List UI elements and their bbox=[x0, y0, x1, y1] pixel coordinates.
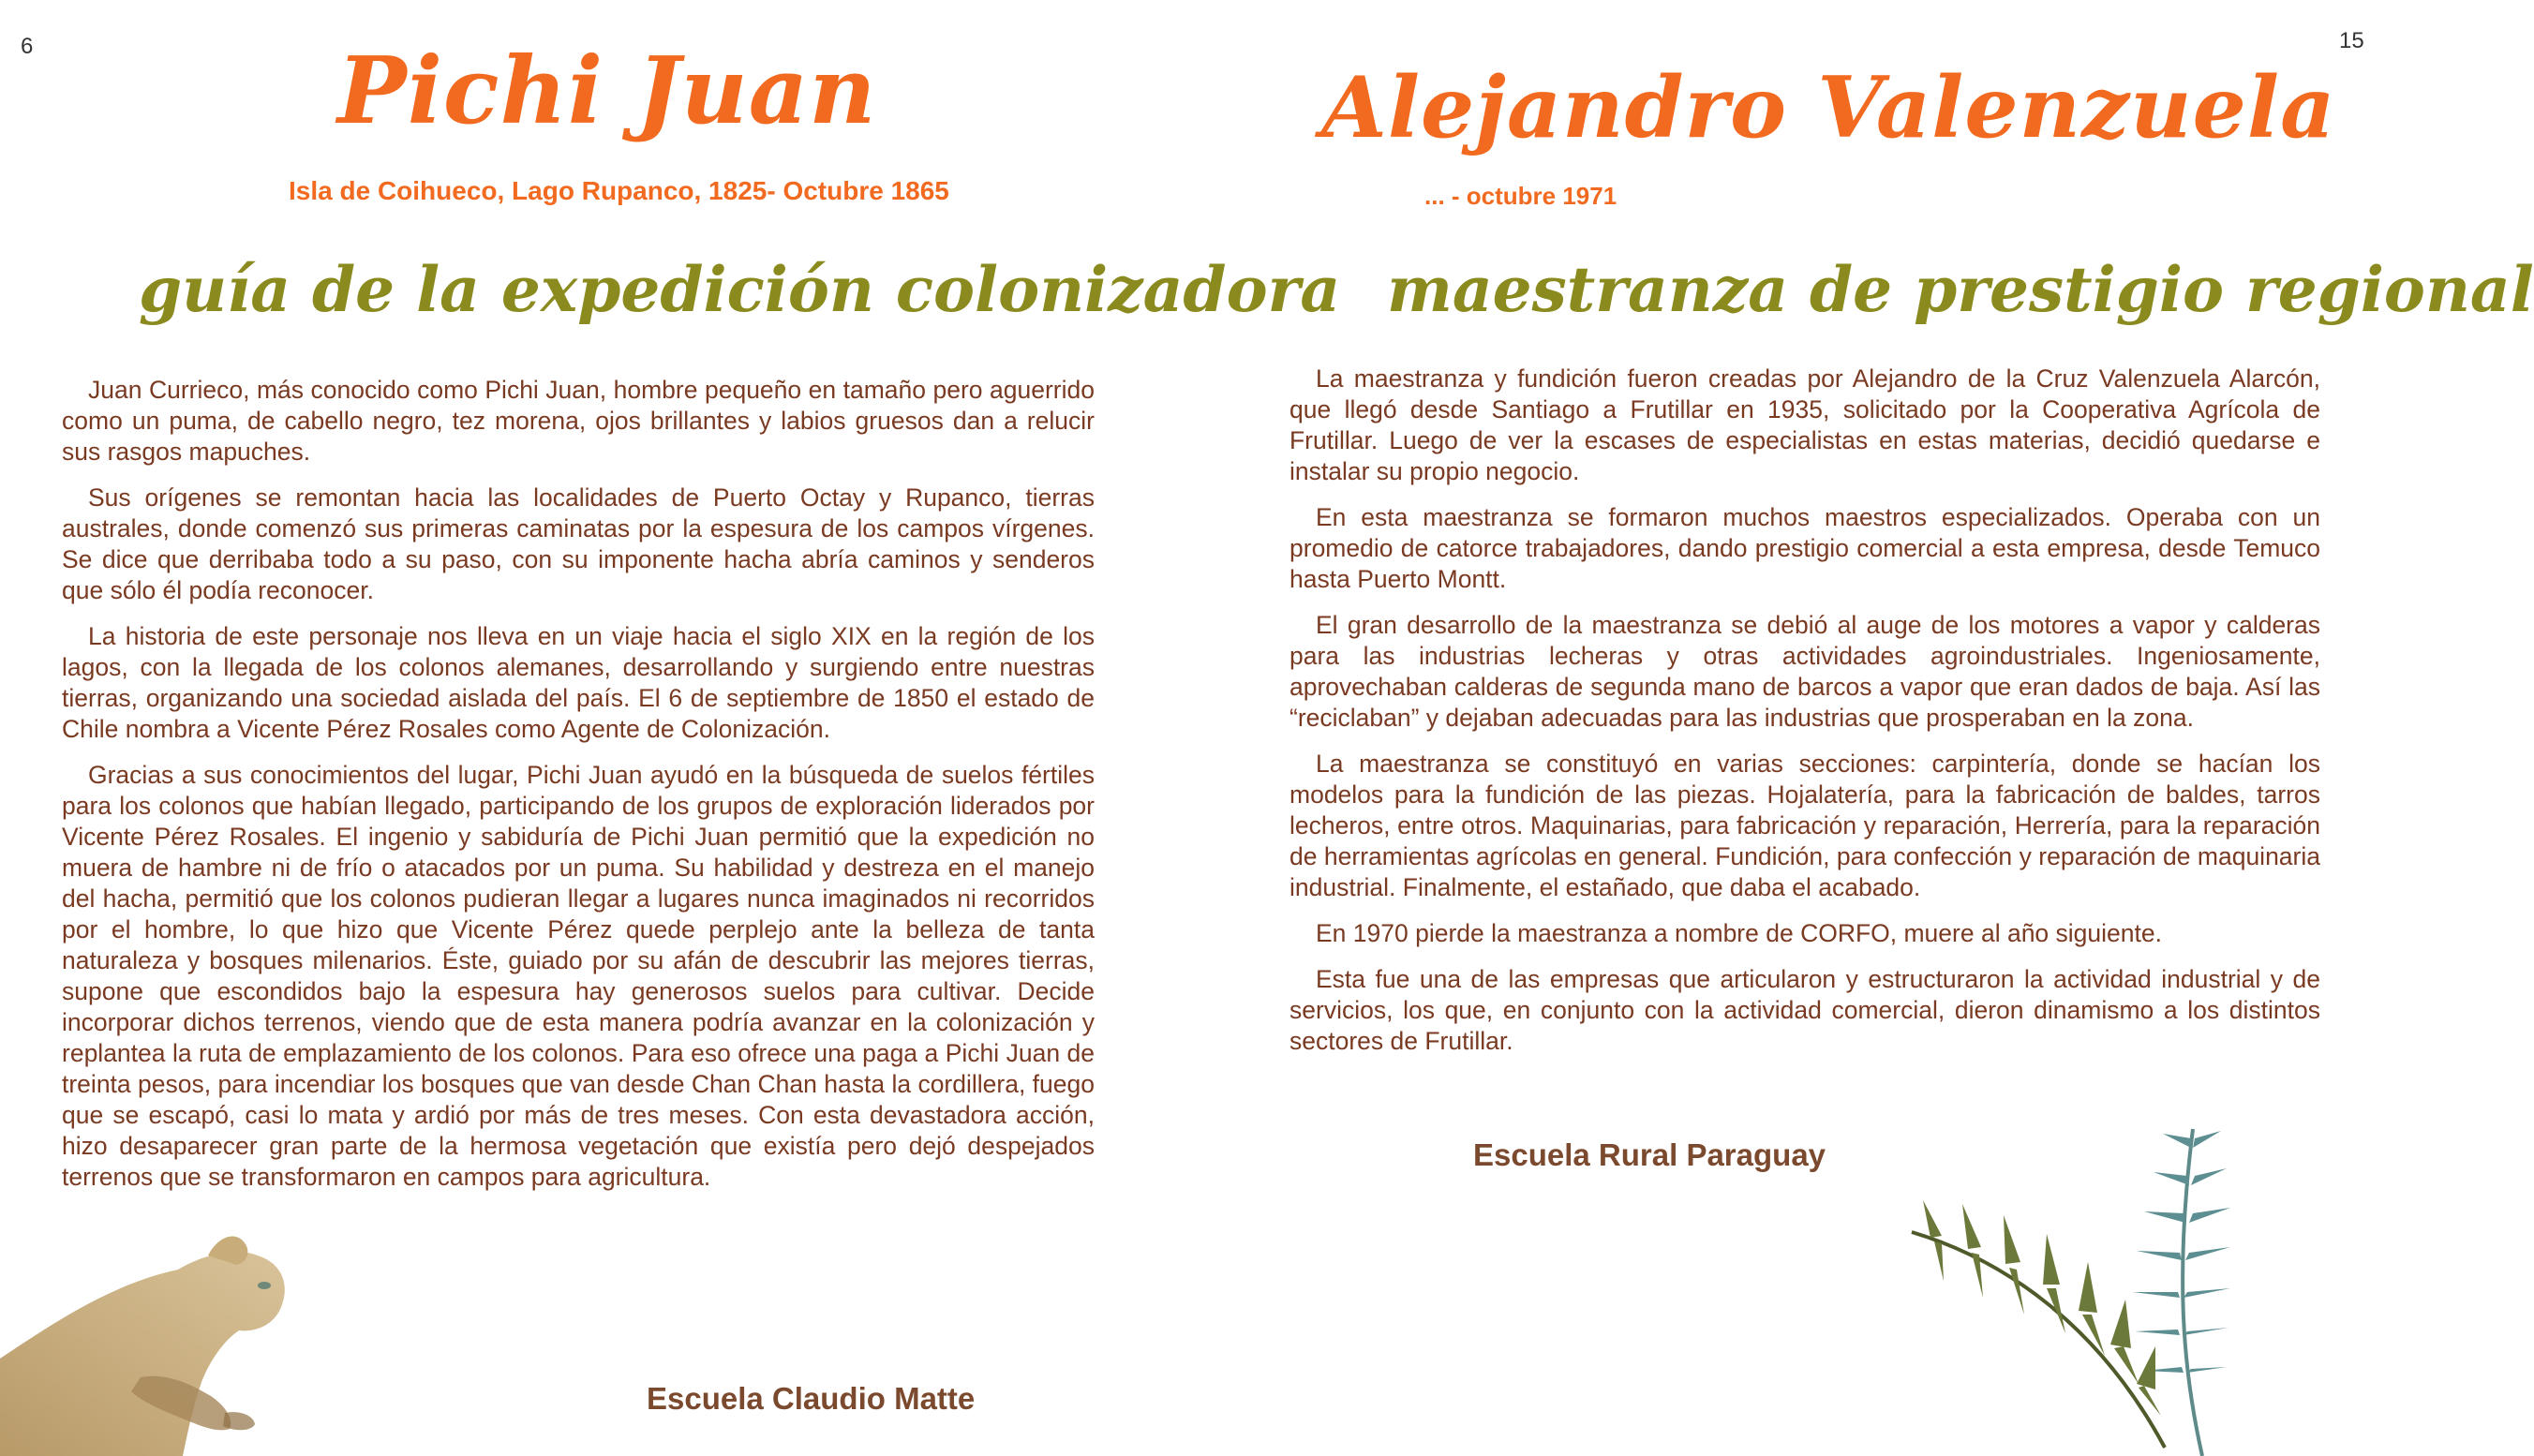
school-credit: Escuela Rural Paraguay bbox=[1473, 1137, 1826, 1172]
page-title: Alejandro Valenzuela bbox=[1321, 58, 2336, 157]
paragraph: El gran desarrollo de la maestranza se debió al auge de los motores a vapor y calderas para las industrias lecheras y otras actividades agroindustriales. Ingeniosamente, aprovechaban calderas de segunda mano de barcos a vapor que eran dados de baja. Así las “reciclaban” y dejaban adecuadas para las industrias que prosperaban en la zona. bbox=[1289, 611, 2320, 732]
paragraph: Sus orígenes se remontan hacia las localidades de Puerto Octay y Rupanco, tierras australes, donde comenzó sus primeras caminatas por la espesura de los campos vírgenes. Se dice que derribaba todo a su paso, con su imponente hacha abría caminos y senderos que sólo él podía reconocer. bbox=[62, 483, 1095, 604]
school-credit: Escuela Claudio Matte bbox=[647, 1381, 976, 1416]
section-subtitle: maestranza de prestigio regional bbox=[1387, 253, 2534, 326]
page-title: Pichi Juan bbox=[337, 37, 877, 145]
article-body bbox=[1289, 364, 2320, 1072]
right-page bbox=[1200, 0, 2534, 1456]
paragraph: La maestranza se constituyó en varias secciones: carpintería, donde se hacían los modelos para la fundición de las piezas. Hojalatería, para la fabricación de baldes, tarros lecheros, entre otros. Maquinarias, para fabricación y reparación, Herrería, para la reparación de herramientas agrícolas en general. Fundición, para confección y reparación de maquinaria industrial. Finalmente, el estañado, que daba el acabado. bbox=[1289, 750, 2320, 901]
paragraph: En esta maestranza se formaron muchos maestros especializados. Operaba con un promedio de catorce trabajadores, dando prestigio comercial a esta empresa, desde Temuco hasta Puerto Montt. bbox=[1289, 503, 2320, 593]
dates-subheading: Isla de Coihueco, Lago Rupanco, 1825- Octubre 1865 bbox=[289, 176, 949, 205]
article-body bbox=[62, 375, 1095, 1208]
page-number: 6 bbox=[21, 34, 34, 59]
paragraph: En 1970 pierde la maestranza a nombre de CORFO, muere al año siguiente. bbox=[1316, 919, 2162, 947]
paragraph: Gracias a sus conocimientos del lugar, Pichi Juan ayudó en la búsqueda de suelos fértiles para los colonos que habían llegado, participando de los grupos de exploración liderados por Vicente Pérez Rosales. El ingenio y sabiduría de Pichi Juan permitió que la expedición no muera de hambre ni de frío o atacados por un puma. Su habilidad y destreza en el manejo del hacha, permitió que los colonos pudieran llegar a lugares nunca imaginados ni recorridos por el hombre, lo que hizo que Vicente Pérez quede perplejo ante la belleza de tanta naturaleza y bosques milenarios. Éste, guiado por su afán de descubrir las mejores tierras, supone que escondidos bajo la espesura hay generosos suelos para cultivar. Decide incorporar dichos terrenos, viendo que de esta manera podría avanzar en la colonización y replantea la ruta de emplazamiento de los colonos. Para eso ofrece una paga a Pichi Juan de treinta pesos, para incendiar los bosques que van desde Chan Chan hasta la cordillera, fuego que se escapó, casi lo mata y ardió por más de tres meses. Con esta devastadora acción, hizo desaparecer gran parte de la hermosa vegetación que existía pero dejó despejados terrenos que se transformaron en campos para agricultura. bbox=[62, 761, 1095, 1191]
dates-subheading: ... - octubre 1971 bbox=[1424, 182, 1617, 210]
page-number: 15 bbox=[2339, 28, 2364, 53]
paragraph: Esta fue una de las empresas que articularon y estructuraron la actividad industrial y de servicios, los que, en conjunto con la actividad comercial, dieron dinamismo a los distintos sectores de Frutillar. bbox=[1289, 965, 2320, 1055]
paragraph: La historia de este personaje nos lleva en un viaje hacia el siglo XIX en la región de los lagos, con la llegada de los colonos alemanes, desarrollando y surgiendo entre nuestras tierras, organizando una sociedad aislada del país. El 6 de septiembre de 1850 el estado de Chile nombra a Vicente Pérez Rosales como Agente de Colonización. bbox=[62, 622, 1095, 743]
fern-icon bbox=[1893, 1110, 2362, 1456]
paragraph: La maestranza y fundición fueron creadas por Alejandro de la Cruz Valenzuela Alarcón, que llegó desde Santiago a Frutillar en 1935, solicitado por la Cooperativa Agrícola de Frutillar. Luego de ver la escases de especialistas en estas materias, decidió quedarse e instalar su propio negocio. bbox=[1289, 364, 2320, 485]
paragraph: Juan Currieco, más conocido como Pichi Juan, hombre pequeño en tamaño pero aguerrido como un puma, de cabello negro, tez morena, ojos brillantes y labios gruesos dan a relucir sus rasgos mapuches. bbox=[62, 376, 1095, 466]
section-subtitle: guía de la expedición colonizadora bbox=[139, 253, 1341, 326]
puma-icon bbox=[0, 1218, 300, 1456]
